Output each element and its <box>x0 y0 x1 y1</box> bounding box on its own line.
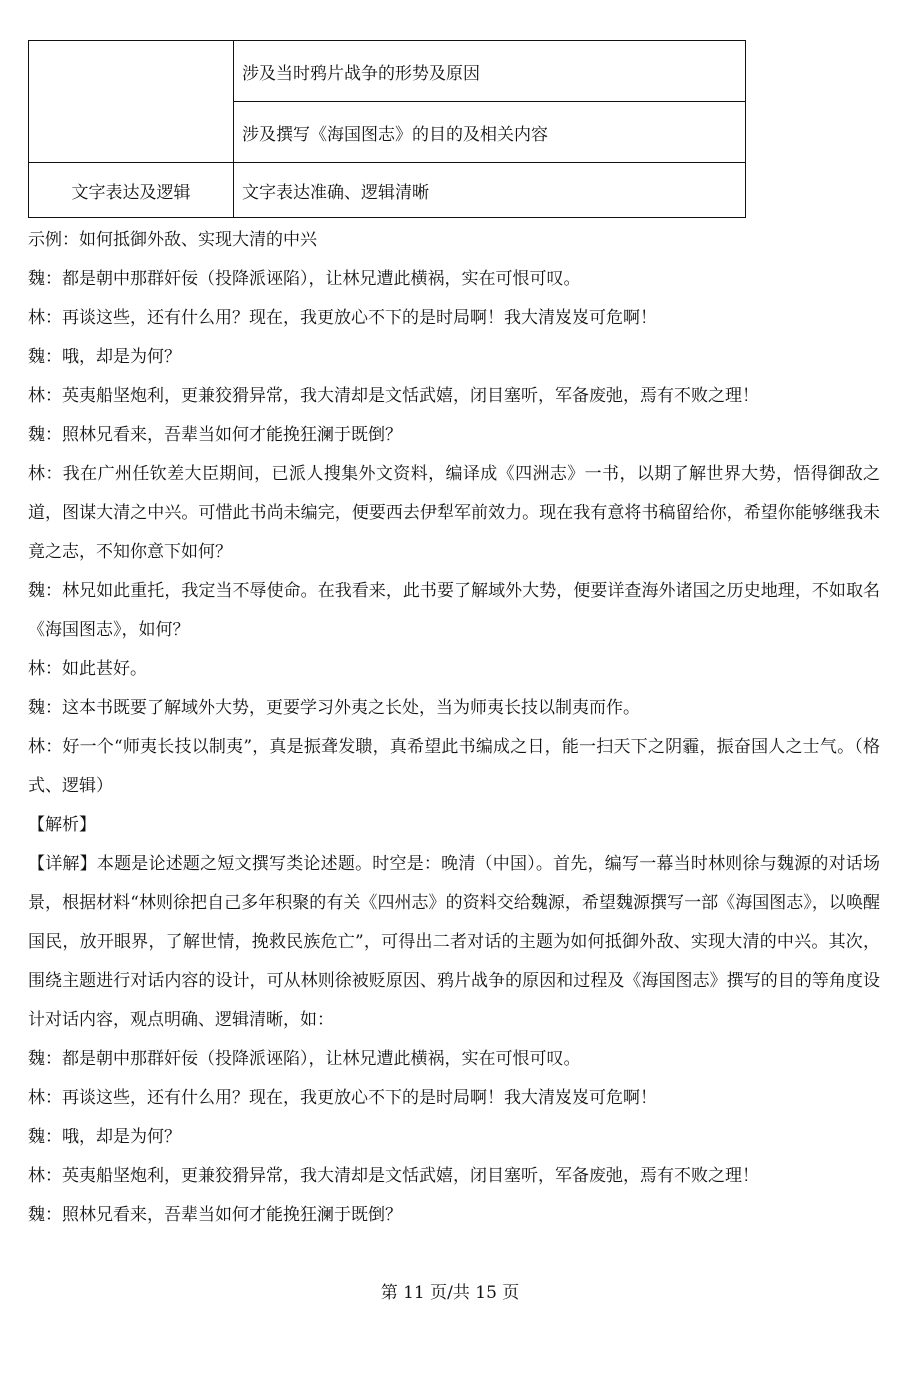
criterion-cell: 文字表达及逻辑 <box>29 163 234 218</box>
page-footer: 第 11 页/共 15 页 <box>380 1283 520 1303</box>
rubric-table <box>28 40 746 218</box>
dialogue-line: 林：再谈这些，还有什么用？现在，我更放心不下的是时局啊！我大清岌岌可危啊！ <box>28 308 657 328</box>
dialogue-line: 魏：都是朝中那群奸佞（投降派诬陷），让林兄遭此横祸，实在可恨可叹。 <box>28 1049 581 1069</box>
table-row <box>29 41 746 102</box>
analysis-label: 【解析】 <box>28 815 96 835</box>
dialogue-line: 魏：照林兄看来，吾辈当如何才能挽狂澜于既倒？ <box>28 425 402 445</box>
answer-body <box>28 221 880 1235</box>
dialogue-line: 魏：林兄如此重托，我定当不辱使命。在我看来，此书要了解域外大势，便要详查海外诸国之历史地理，不如取名《海国图志》，如何？ <box>28 581 880 640</box>
dialogue-line: 魏：哦，却是为何？ <box>28 1127 181 1147</box>
dialogue-line: 林：英夷船坚炮利，更兼狡猾异常，我大清却是文恬武嬉，闭目塞听，军备废弛，焉有不败之理！ <box>28 386 759 406</box>
analysis-detail <box>28 845 880 1040</box>
detail-label: 【详解】 <box>28 854 97 874</box>
dialogue-line: 林：英夷船坚炮利，更兼狡猾异常，我大清却是文恬武嬉，闭目塞听，军备废弛，焉有不败之理！ <box>28 1166 759 1186</box>
dialogue-line: 林：再谈这些，还有什么用？现在，我更放心不下的是时局啊！我大清岌岌可危啊！ <box>28 1088 657 1108</box>
dialogue-line: 魏：这本书既要了解域外大势，更要学习外夷之长处，当为师夷长技以制夷而作。 <box>28 698 640 718</box>
dialogue-line: 林：我在广州任钦差大臣期间，已派人搜集外文资料，编译成《四洲志》一书，以期了解世界大势，悟得御敌之道，图谋大清之中兴。可惜此书尚未编完，便要西去伊犁军前效力。现在我有意将书稿留给你，希望你能够继我未竟之志，不知你意下如何？ <box>28 464 880 562</box>
requirement-cell: 涉及当时鸦片战争的形势及原因 <box>234 41 746 102</box>
detail-text: 本题是论述题之短文撰写类论述题。时空是：晚清（中国）。首先，编写一幕当时林则徐与魏源的对话场景，根据材料“林则徐把自己多年积聚的有关《四州志》的资料交给魏源，希望魏源撰写一部《海国图志》，以唤醒国民，放开眼界，了解世情，挽救民族危亡”，可得出二者对话的主题为如何抵御外敌、实现大清的中兴。其次，围绕主题进行对话内容的设计，可从林则徐被贬原因、鸦片战争的原因和过程及《海国图志》撰写的目的等角度设计对话内容，观点明确、逻辑清晰，如： <box>28 854 881 1030</box>
requirement-cell: 涉及撰写《海国图志》的目的及相关内容 <box>234 102 746 163</box>
dialogue-line: 林：如此甚好。 <box>28 659 147 679</box>
table-row <box>29 163 746 218</box>
criterion-cell <box>29 41 234 163</box>
requirement-cell: 文字表达准确、逻辑清晰 <box>234 163 746 218</box>
example-heading: 示例：如何抵御外敌、实现大清的中兴 <box>28 230 317 250</box>
dialogue-line: 魏：都是朝中那群奸佞（投降派诬陷），让林兄遭此横祸，实在可恨可叹。 <box>28 269 581 289</box>
dialogue-line: 魏：哦，却是为何？ <box>28 347 181 367</box>
dialogue-line: 林：好一个“师夷长技以制夷”，真是振聋发聩，真希望此书编成之日，能一扫天下之阴霾，振奋国人之士气。（格式、逻辑） <box>28 737 880 796</box>
dialogue-line: 魏：照林兄看来，吾辈当如何才能挽狂澜于既倒？ <box>28 1205 402 1225</box>
